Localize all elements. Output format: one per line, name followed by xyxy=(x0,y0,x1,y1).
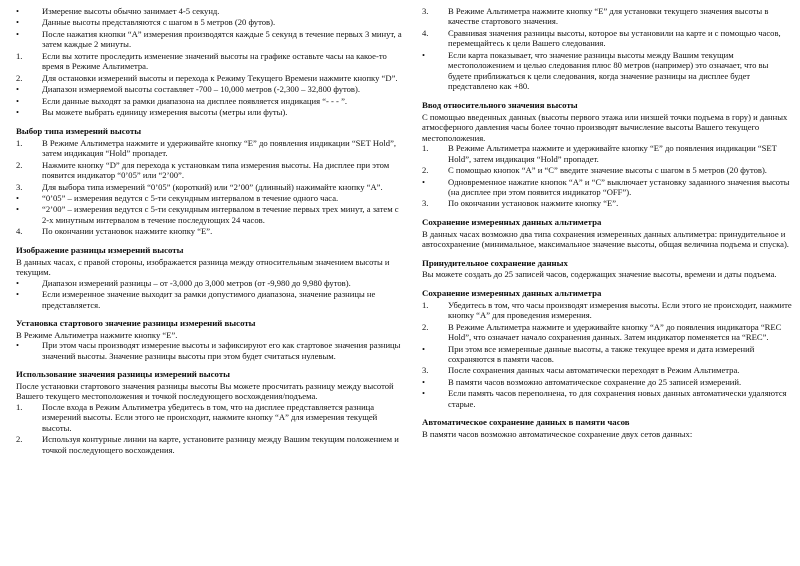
section-paragraph: Вы можете создать до 25 записей часов, содержащих значение высоты, времени и даты подъема. xyxy=(422,269,777,280)
list-item: • После нажатия кнопки “A” измерения производятся каждые 5 секунд в течение первых 3 минут, а затем каждые 2 минуты. xyxy=(16,28,402,50)
altimeter-data-storage-section xyxy=(422,217,792,250)
list-item: • Если карта показывает, что значение разницы высоты между Вашим текущим местоположением и целью следования плюс 80 метров (например) это означает, что вы будете приближаться к цели следования, когда значение разницы на дисплее будет представлено как +80. xyxy=(422,49,769,92)
list-item: 3. В Режиме Альтиметра нажмите кнопку “E” для установки текущего значения высоты в качестве стартового значения. xyxy=(422,6,769,27)
section-paragraph: В данных часах, с правой стороны, изображается разница между относительным значением высоты и текущим. xyxy=(16,256,390,278)
list-item: 2. Используя контурные линии на карте, установите разницу между Вашим текущим положением и точкой последующего восхождения. xyxy=(16,434,399,455)
section-heading: Сохранение измеренных данных альтиметра xyxy=(422,287,602,298)
item-list xyxy=(422,300,792,410)
section-heading: Автоматическое сохранение данных в памяти часов xyxy=(422,417,630,428)
item-list xyxy=(422,143,792,209)
section-paragraph: В Режиме Альтиметра нажмите кнопку “E”. xyxy=(16,329,178,340)
list-item: 2. Для остановки измерений высоты и перехода к Режиму Текущего Времени нажмите кнопку “D”. xyxy=(16,72,398,83)
difference-usage-continued xyxy=(422,6,792,92)
list-item: • “0’05” – измерения ведутся с 5-ти секундным интервалом в течение одного часа. xyxy=(16,192,339,203)
right-column xyxy=(412,6,792,566)
item-list xyxy=(16,138,404,237)
list-item: • Вы можете выбрать единицу измерения высоты (метры или футы). xyxy=(16,107,288,118)
list-item: • Данные высоты представляются с шагом в 5 метров (20 футов). xyxy=(16,17,276,28)
list-item: 4. Сравнивая значения разницы высоты, которое вы установили на карте и с помощью часов, перемещайтесь к цели Вашего следования. xyxy=(422,27,781,49)
item-list xyxy=(16,402,404,455)
using-difference-section xyxy=(16,369,404,455)
item-list xyxy=(16,340,404,361)
forced-storage-section xyxy=(422,258,792,280)
list-item: • При этом все измеренные данные высоты, а также текущее время и дата измерений сохраняются в памяти часов. xyxy=(422,343,755,364)
section-heading: Использование значения разницы измерений высоты xyxy=(16,369,231,380)
altimeter-data-storage-steps-section xyxy=(422,288,792,410)
list-item: • Если измеренное значение выходит за рамки допустимого диапазона, значение разницы не представляется. xyxy=(16,289,376,310)
list-item: 2. С помощью кнопок “A” и “C” введите значение высоты с шагом в 5 метров (20 футов). xyxy=(422,165,767,176)
altitude-measurement-notes xyxy=(16,6,404,118)
list-item: 1. В Режиме Альтиметра нажмите и удерживайте кнопку “E” до появления индикации “SET Hold”, затем индикация “Hold” пропадет. xyxy=(422,143,777,164)
list-item: • Одновременное нажатие кнопок “A” и “C” выключает установку заданного значения высоты (на дисплее при этом появится индикатор “OFF”). xyxy=(422,176,790,197)
list-item: • В памяти часов возможно автоматическое сохранение до 25 записей измерений. xyxy=(422,376,742,387)
section-paragraph: В памяти часов возможно автоматическое сохранение двух сетов данных: xyxy=(422,429,693,440)
section-heading: Изображение разницы измерений высоты xyxy=(16,244,184,255)
list-item: 3. По окончании установок нажмите кнопку “E”. xyxy=(422,198,619,209)
section-heading: Ввод относительного значения высоты xyxy=(422,99,578,110)
section-paragraph: После установки стартового значения разницы высоты Вы можете просчитать разницу между высотой Вашего текущего местоположения и точкой последующего восхождения/подъема. xyxy=(16,380,394,402)
item-list xyxy=(16,278,404,310)
section-paragraph: В данных часах возможно два типа сохранения измеренных данных альтиметра: принудительное и автосохранение (минимальное, максимальное значение высоты, общая величина подъема и спуска). xyxy=(422,228,789,250)
section-heading: Принудительное сохранение данных xyxy=(422,257,568,268)
list-item: 1. Если вы хотите проследить изменение значений высоты на графике оставьте часы на какое-то время в Режиме Альтиметра. xyxy=(16,50,387,72)
auto-storage-section xyxy=(422,417,792,439)
section-heading: Сохранение измеренных данных альтиметра xyxy=(422,216,602,227)
list-item: 3. После сохранения данных часы автоматически переходят в Режим Альтиметра. xyxy=(422,365,740,376)
section-heading: Выбор типа измерений высоты xyxy=(16,125,142,136)
item-list xyxy=(422,6,792,92)
measurement-type-section xyxy=(16,126,404,237)
list-item: • Если данные выходят за рамки диапазона на дисплее появляется индикация “- - - ”. xyxy=(16,95,348,106)
list-item: • Диапазон измерений разницы – от -3,000 до 3,000 метров (от -9,980 до 9,980 футов). xyxy=(16,277,351,288)
altitude-difference-display-section xyxy=(16,245,404,310)
left-column xyxy=(16,6,412,566)
list-item: 1. Убедитесь в том, что часы производят измерения высоты. Если этого не происходит, нажмите кнопку “A” для проведения измерения. xyxy=(422,299,792,321)
list-item: 2. Нажмите кнопку “D” для перехода к установкам типа измерения высоты. На дисплее при этом появится индикатор “0’05” или “2’00”. xyxy=(16,159,390,181)
list-item: • При этом часы производят измерение высоты и зафиксируют его как стартовое значения разницы значений высоты. Значение разницы высоты при этом будет считаться нулевым. xyxy=(16,340,401,361)
list-item: 1. В Режиме Альтиметра нажмите и удерживайте кнопку “E” до появления индикации “SET Hold”, затем индикация “Hold” пропадет. xyxy=(16,137,397,159)
start-value-setup-section xyxy=(16,318,404,361)
list-item: • “2’00” – измерения ведутся с 5-ти секундным интервалом в течение первых трех минут, а затем с 2-х минутным интервалом в течение последующих 24 часов. xyxy=(16,204,399,225)
list-item: 3. Для выбора типа измерений “0’05” (короткий) или “2’00” (длинный) нажимайте кнопку “A”. xyxy=(16,181,383,192)
list-item: • Диапазон измеряемой высоты составляет -700 – 10,000 метров (-2,300 – 32,800 футов). xyxy=(16,84,360,95)
relative-altitude-input-section xyxy=(422,100,792,209)
list-item: 4. По окончании установок нажмите кнопку “E”. xyxy=(16,226,213,237)
section-heading: Установка стартового значение разницы измерений высоты xyxy=(16,318,256,329)
list-item: • Если память часов переполнена, то для сохранения новых данных автоматически удаляются старые. xyxy=(422,388,787,409)
section-paragraph: С помощью введенных данных (высоты первого этажа или низшей точки подъема в гору) и данных атмосферного давления часы более точно производят вычисление высоты Вашего текущего местоположения. xyxy=(422,111,788,143)
list-item: 1. После входа в Режим Альтиметра убедитесь в том, что на дисплее представляется разница измерений высоты. Если этого не происходит, нажмите кнопку “A” для измерения текущей высоты. xyxy=(16,401,378,433)
list-item: • Измерение высоты обычно занимает 4-5 секунд. xyxy=(16,6,220,16)
list-item: 2. В Режиме Альтиметра нажмите и удерживайте кнопку “A” до появления индикатора “REC Hold”, что означает начало сохранения данных. Затем индикатор поменяется на “REC”. xyxy=(422,321,782,343)
item-list xyxy=(16,6,404,118)
